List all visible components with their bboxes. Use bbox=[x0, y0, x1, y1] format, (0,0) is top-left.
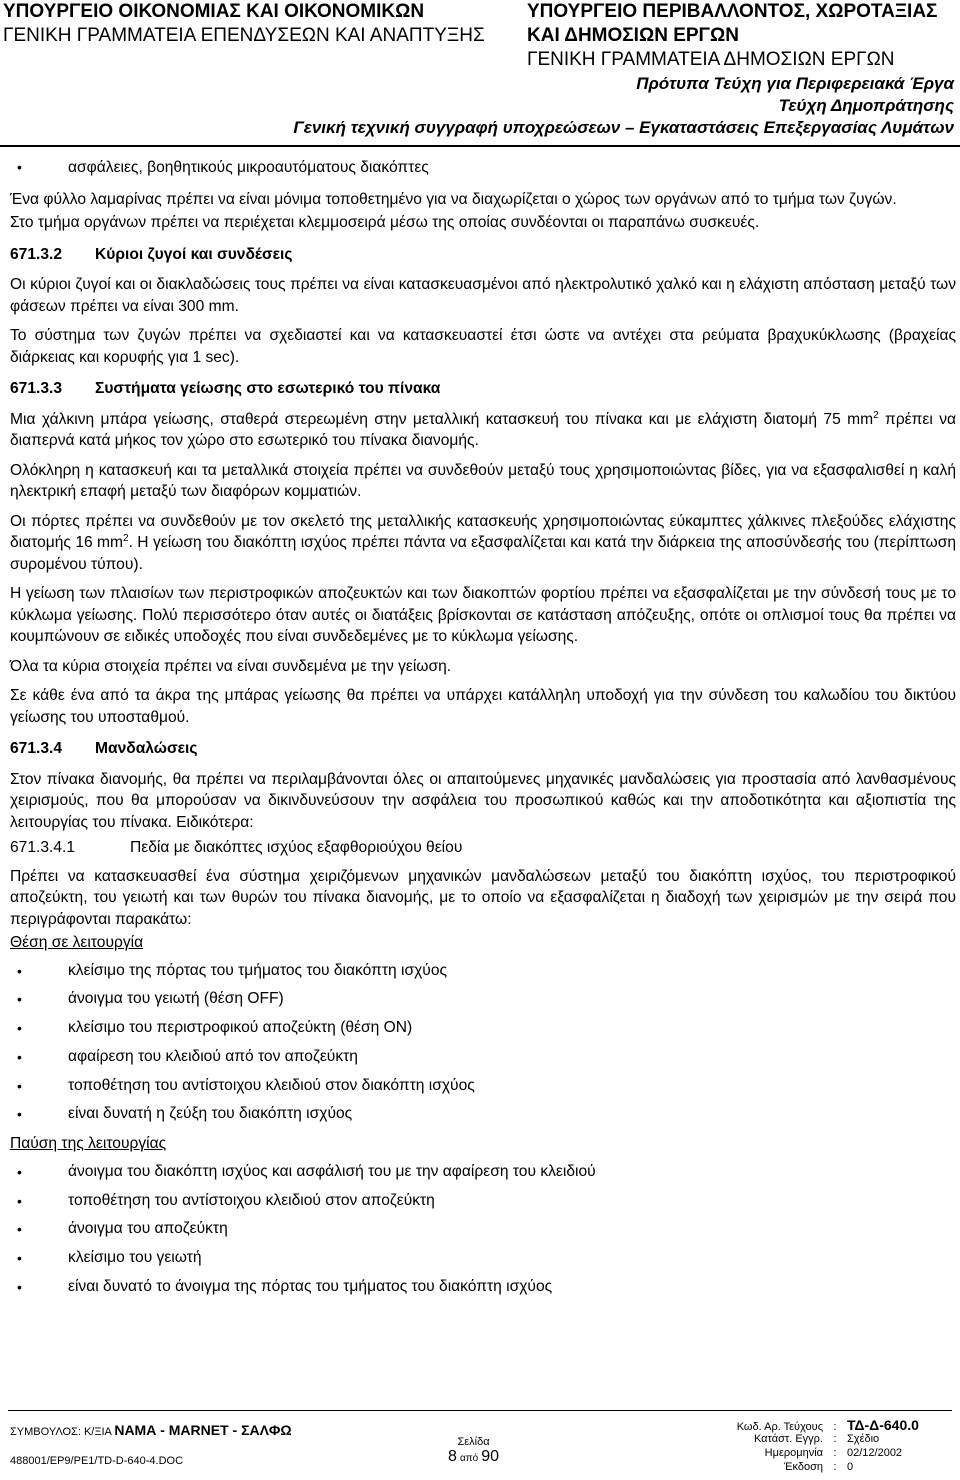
section-heading bbox=[10, 244, 956, 266]
list-item bbox=[10, 1043, 956, 1072]
header-left-subtitle: ΓΕΝΙΚΗ ΓΡΑΜΜΑΤΕΙΑ ΕΠΕΝΔΥΣΕΩΝ ΚΑΙ ΑΝΑΠΤΥΞΗΣ bbox=[3, 25, 485, 46]
list-item-text: κλείσιμο της πόρτας του τμήματος του διακόπτη ισχύος bbox=[68, 961, 448, 979]
superscript: 2 bbox=[123, 533, 129, 544]
paragraph-text: Μια χάλκινη μπάρα γείωσης, σταθερά στερεωμένη στην μεταλλική κατασκευή του πίνακα και με ελάχιστη διατομή 75 mm bbox=[10, 410, 874, 428]
paragraph-text: πρέπει να διαπερνά κατά μήκος τον χώρο στο εσωτερικό του πίνακα διανομής. bbox=[10, 410, 957, 449]
paragraph: Πρέπει να κατασκευασθεί ένα σύστημα χειριζόμενων μηχανικών μανδαλώσεων μεταξύ του διακόπτη ισχύος, του περιστροφικού αποζεύκτη, του γειωτή και των θυρών του πίνακα διανομής, με το οποίο να εξασφαλίζεται η διαδοχή των χειρισμών με την σειρά που περιγράφονται παρακάτω: bbox=[10, 867, 956, 928]
list-item bbox=[10, 985, 956, 1014]
paragraph: Στον πίνακα διανομής, θα πρέπει να περιλαμβάνονται όλες οι απαιτούμενες μηχανικές μανδαλώσεις για προστασία από λανθασμένους χειρισμούς, που θα μπορούσαν να δικινδυνεύσουν την ασφάλεια του προσωπικού καθώς και την αποδοτικότητα και αξιοπιστία της λειτουργίας του πίνακα. Ειδικότερα: bbox=[10, 770, 956, 831]
section-title: Κύριοι ζυγοί και συνδέσεις bbox=[95, 245, 293, 263]
footer-meta-value: Σχέδιο bbox=[847, 1433, 880, 1445]
footer-page-of: από bbox=[459, 1453, 479, 1464]
footer-meta-key: Ημερομηνία bbox=[764, 1447, 823, 1459]
paragraph: Οι κύριοι ζυγοί και οι διακλαδώσεις τους πρέπει να είναι κατασκευασμένοι από ηλεκτρολυτικό χαλκό και η ελάχιστη απόσταση μεταξύ των φάσεων πρέπει να είναι 300 mm. bbox=[10, 276, 956, 315]
section-heading bbox=[10, 378, 956, 400]
paragraph-text: Οι πόρτες πρέπει να συνδεθούν με τον σκελετό της μεταλλικής κατασκευής χρησιμοποιώντας εύκαμπτες χάλκινες πλεξούδες ελάχιστης διατομής 16 mm bbox=[10, 512, 956, 551]
paragraph: Σε κάθε ένα από τα άκρα της μπάρας γείωσης θα πρέπει να υπάρχει κατάλληλη υποδοχή για την σύνδεση του καλωδίου του δικτύου γείωσης του υποσταθμού. bbox=[10, 687, 956, 726]
superscript: 2 bbox=[873, 409, 879, 421]
bullet-icon: • bbox=[17, 1048, 22, 1065]
header-rule bbox=[0, 145, 960, 147]
footer-file-name: 488001/ΕΡ9/ΡΕ1/TD-D-640-4.DOC bbox=[10, 1455, 184, 1467]
section-heading bbox=[10, 738, 956, 760]
paragraph-text: . Η γείωση του διακόπτη ισχύος πρέπει πάντα να εξασφαλίζεται και κατά την διάρκεια της αποσύνδεσής του (περίπτωση συρομένου τύπου). bbox=[10, 534, 956, 573]
footer-rule bbox=[8, 1410, 952, 1411]
list-item-text: αφαίρεση του κλειδιού από τον αποζεύκτη bbox=[68, 1047, 358, 1065]
paragraph: Η γείωση των πλαισίων των περιστροφικών αποζευκτών και των διακοπτών φορτίου πρέπει να εξασφαλίζεται με την σύνδεσή τους με το κύκλωμα γείωσης. Πολύ περισσότερο όταν αυτές οι διατάξεις βρίσκονται σε κατάσταση απόζευξης, οπότε οι οπλισμοί τους θα πρέπει να κουμπώνουν σε ειδικές υποδοχές που είναι συνδεδεμένες με το κύκλωμα γείωσης. bbox=[10, 585, 956, 645]
bullet-icon: • bbox=[17, 1077, 22, 1094]
footer-meta-colon: : bbox=[833, 1461, 837, 1473]
footer-document-meta bbox=[715, 1418, 919, 1474]
header-right-title-2: ΚΑΙ ΔΗΜΟΣΙΩΝ ΕΡΓΩΝ bbox=[527, 25, 739, 46]
header-document-title: Γενική τεχνική συγγραφή υποχρεώσεων – Εγκαταστάσεις Επεξεργασίας Λυμάτων bbox=[293, 118, 954, 137]
footer-meta-row bbox=[715, 1432, 919, 1446]
list-item bbox=[10, 1215, 956, 1244]
footer-meta-key: Κατάστ. Εγγρ. bbox=[753, 1433, 823, 1445]
bullet-icon: • bbox=[17, 1020, 22, 1037]
bullet-icon: • bbox=[17, 1192, 22, 1209]
bullet-icon: • bbox=[17, 1106, 22, 1123]
header-right-block bbox=[527, 0, 937, 72]
footer-page-label: Σελίδα bbox=[457, 1436, 490, 1448]
section-number: 671.3.2 bbox=[10, 245, 63, 263]
list-item bbox=[10, 1014, 956, 1043]
header-left-block bbox=[3, 0, 485, 48]
footer-meta-value: 0 bbox=[847, 1461, 854, 1473]
list-item-text: άνοιγμα του αποζεύκτη bbox=[68, 1220, 228, 1238]
footer-meta-value: ΤΔ-Δ-640.0 bbox=[847, 1417, 919, 1433]
list-item-text: τοποθέτηση του αντίστοιχου κλειδιού στον αποζεύκτη bbox=[68, 1191, 435, 1209]
stop-steps-list bbox=[10, 1158, 956, 1302]
footer-meta-row bbox=[715, 1418, 919, 1432]
list-item-text: άνοιγμα του διακόπτη ισχύος και ασφάλισή του με την αφαίρεση του κλειδιού bbox=[68, 1162, 596, 1180]
footer-page-number: 8 bbox=[448, 1448, 457, 1465]
footer-meta-colon: : bbox=[833, 1421, 837, 1433]
footer-meta-key: Κωδ. Αρ. Τεύχους bbox=[736, 1421, 823, 1433]
section-number: 671.3.4 bbox=[10, 740, 63, 757]
page-header bbox=[0, 0, 960, 148]
paragraph: Το σύστημα των ζυγών πρέπει να σχεδιαστεί και να κατασκευαστεί έτσι ώστε να αντέχει στα ρεύματα βραχυκύκλωσης (βραχείας διάρκειας και κορυφής για 1 sec). bbox=[10, 327, 956, 366]
list-item bbox=[10, 1187, 956, 1216]
operation-heading: Θέση σε λειτουργία bbox=[10, 934, 144, 951]
list-item bbox=[10, 957, 956, 986]
header-volume-title: Τεύχη Δημοπράτησης bbox=[778, 96, 954, 115]
bullet-icon: • bbox=[17, 159, 22, 175]
list-item bbox=[10, 1273, 956, 1302]
list-item-text: κλείσιμο του γειωτή bbox=[68, 1249, 202, 1267]
subsection-title: Πεδία με διακόπτες ισχύος εξαφθοριούχου θείου bbox=[130, 839, 463, 856]
paragraph: Στο τμήμα οργάνων πρέπει να περιέχεται κλεμμοσειρά μέσω της οποίας συνδέονται οι παραπάνω συσκευές. bbox=[10, 214, 760, 231]
paragraph bbox=[10, 511, 956, 576]
bullet-icon: • bbox=[17, 1278, 22, 1295]
paragraph: Ένα φύλλο λαμαρίνας πρέπει να είναι μόνιμα τοποθετημένο για να διαχωρίζεται ο χώρος των οργάνων από το τμήμα των ζυγών. bbox=[10, 190, 897, 208]
stop-heading: Παύση της λειτουργίας bbox=[10, 1135, 167, 1153]
footer-consultant-prefix: ΣΥΜΒΟΥΛΟΣ: Κ/ΞΙΑ bbox=[10, 1426, 115, 1438]
footer-page-indicator bbox=[448, 1436, 499, 1466]
footer-meta-row bbox=[715, 1446, 919, 1460]
bullet-icon: • bbox=[17, 962, 22, 979]
subsection-heading bbox=[10, 837, 956, 859]
paragraph: Όλα τα κύρια στοιχεία πρέπει να είναι συνδεμένα με την γείωση. bbox=[10, 657, 452, 675]
list-item bbox=[10, 1158, 956, 1187]
header-right-subtitle: ΓΕΝΙΚΗ ΓΡΑΜΜΑΤΕΙΑ ΔΗΜΟΣΙΩΝ ΕΡΓΩΝ bbox=[527, 49, 895, 70]
header-right-title-1: ΥΠΟΥΡΓΕΙΟ ΠΕΡΙΒΑΛΛΟΝΤΟΣ, ΧΩΡΟΤΑΞΙΑΣ bbox=[527, 1, 938, 22]
footer-meta-row bbox=[715, 1460, 919, 1474]
bullet-icon: • bbox=[17, 1163, 22, 1180]
list-item bbox=[10, 1100, 956, 1129]
paragraph: Ολόκληρη η κατασκευή και τα μεταλλικά στοιχεία πρέπει να συνδεθούν μεταξύ τους χρησιμοποιώντας βίδες, για να εξασφαλισθεί η καλή ηλεκτρική επαφή μεταξύ των διαφόρων κομματιών. bbox=[10, 461, 956, 500]
document-body bbox=[10, 157, 956, 1306]
footer-consultant bbox=[10, 1422, 292, 1438]
bullet-icon: • bbox=[17, 1221, 22, 1238]
footer-meta-value: 02/12/2002 bbox=[847, 1447, 903, 1459]
list-item-text: είναι δυνατή η ζεύξη του διακόπτη ισχύος bbox=[68, 1105, 353, 1123]
subsection-number: 671.3.4.1 bbox=[10, 839, 76, 856]
section-title: Συστήματα γείωσης στο εσωτερικό του πίνακα bbox=[95, 380, 441, 397]
list-item bbox=[10, 1244, 956, 1273]
page-footer bbox=[0, 1410, 960, 1480]
list-item bbox=[10, 1072, 956, 1101]
header-series-title: Πρότυπα Τεύχη για Περιφερειακά Έργα bbox=[636, 74, 954, 93]
paragraph bbox=[10, 409, 956, 452]
bullet-icon: • bbox=[17, 1250, 22, 1267]
footer-meta-key: Έκδοση bbox=[783, 1461, 823, 1473]
operation-steps-list bbox=[10, 957, 956, 1130]
footer-consultant-name: ΝΑΜΑ - ΜΑRΝΕΤ - ΣΑΛΦΩ bbox=[114, 1422, 292, 1438]
header-left-title: ΥΠΟΥΡΓΕΙΟ ΟΙΚΟΝΟΜΙΑΣ ΚΑΙ ΟΙΚΟΝΟΜΙΚΩΝ bbox=[3, 1, 425, 22]
list-item-text: τοποθέτηση του αντίστοιχου κλειδιού στον διακόπτη ισχύος bbox=[68, 1076, 475, 1094]
footer-page-total: 90 bbox=[481, 1448, 500, 1465]
footer-meta-colon: : bbox=[833, 1447, 837, 1459]
list-item-text: κλείσιμο του περιστροφικού αποζεύκτη (θέση ON) bbox=[68, 1019, 413, 1037]
list-item-text: είναι δυνατό το άνοιγμα της πόρτας του τμήματος του διακόπτη ισχύος bbox=[68, 1277, 553, 1295]
list-item-text: ασφάλειες, βοηθητικούς μικροαυτόματους διακόπτες bbox=[68, 159, 429, 176]
section-number: 671.3.3 bbox=[10, 380, 63, 397]
bullet-icon: • bbox=[17, 991, 22, 1008]
list-item bbox=[10, 157, 956, 179]
list-item-text: άνοιγμα του γειωτή (θέση OFF) bbox=[68, 990, 284, 1008]
section-title: Μανδαλώσεις bbox=[95, 740, 198, 757]
footer-meta-colon: : bbox=[833, 1433, 837, 1445]
